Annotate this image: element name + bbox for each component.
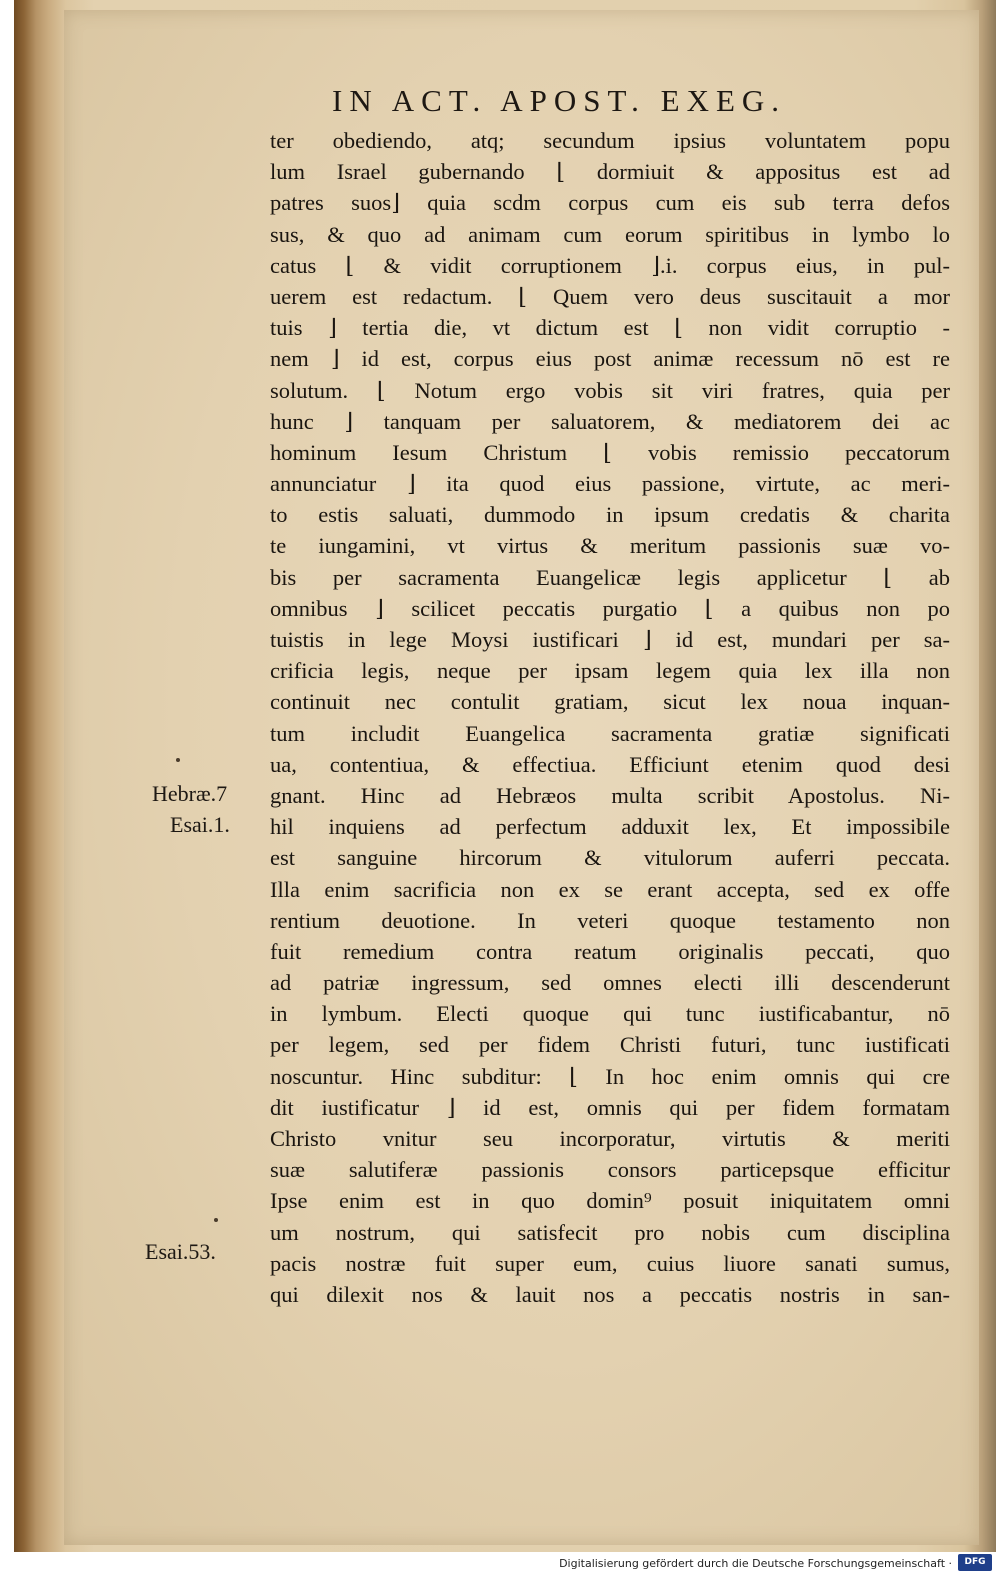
text-line: ad patriæ ingressum, sed omnes electi illi descenderunt xyxy=(270,970,950,996)
text-line: to estis saluati, dummodo in ipsum credatis & charita xyxy=(270,502,950,528)
text-line: noscuntur. Hinc subditur: ⌊ In hoc enim omnis qui cre xyxy=(270,1063,950,1089)
text-line: dit iustificatur ⌋ id est, omnis qui per fidem formatam xyxy=(270,1094,950,1120)
text-line: uerem est redactum. ⌊ Quem vero deus suscitauit a mor xyxy=(270,283,950,309)
text-line: ua, contentiua, & effectiua. Efficiunt etenim quod desi xyxy=(270,751,950,777)
text-line: pacis nostræ fuit super eum, cuius liuore sanati sumus, xyxy=(270,1250,950,1276)
margin-note-isaiah-53: Esai.53. xyxy=(145,1239,216,1264)
text-line: rentium deuotione. In veteri quoque testamento non xyxy=(270,907,950,933)
margin-dot-mark xyxy=(214,1218,218,1222)
text-line: gnant. Hinc ad Hebræos multa scribit Apostolus. Ni- xyxy=(270,782,950,808)
text-line: fuit remedium contra reatum originalis peccati, quo xyxy=(270,938,950,964)
body-text xyxy=(270,125,950,1310)
margin-note-isaiah-1: Esai.1. xyxy=(170,812,230,837)
text-line: continuit nec contulit gratiam, sicut lex noua inquan- xyxy=(270,689,950,715)
text-line: Illa enim sacrificia non ex se erant accepta, sed ex offe xyxy=(270,876,950,902)
text-line: te iungamini, vt virtus & meritum passionis suæ vo- xyxy=(270,533,950,559)
text-line: omnibus ⌋ scilicet peccatis purgatio ⌊ a quibus non po xyxy=(270,595,950,621)
text-line: qui dilexit nos & lauit nos a peccatis nostris in san- xyxy=(270,1281,950,1307)
text-line: ter obediendo, atq; secundum ipsius voluntatem popu xyxy=(270,128,950,153)
text-line: per legem, sed per fidem Christi futuri, tunc iustificati xyxy=(270,1032,950,1058)
text-line: crificia legis, neque per ipsam legem quia lex illa non xyxy=(270,658,950,684)
text-line: sus, & quo ad animam cum eorum spiritibus in lymbo lo xyxy=(270,221,950,247)
margin-dot-mark xyxy=(176,758,180,762)
funding-credit: Digitalisierung gefördert durch die Deutsche Forschungsgemeinschaft · xyxy=(559,1557,952,1570)
text-line: Ipse enim est in quo domin⁹ posuit iniquitatem omni xyxy=(270,1188,950,1214)
text-line: hil inquiens ad perfectum adduxit lex, Et impossibile xyxy=(270,814,950,840)
text-line: hunc ⌋ tanquam per saluatorem, & mediatorem dei ac xyxy=(270,408,950,434)
running-header: IN ACT. APOST. EXEG. xyxy=(332,83,787,118)
text-line: um nostrum, qui satisfecit pro nobis cum disciplina xyxy=(270,1219,950,1245)
text-line: catus ⌊ & vidit corruptionem ⌋.i. corpus eius, in pul- xyxy=(270,252,950,278)
text-line: tum includit Euangelica sacramenta gratiæ significati xyxy=(270,720,950,746)
text-line: Christo vnitur seu incorporatur, virtutis & meriti xyxy=(270,1126,950,1151)
text-line: suæ salutiferæ passionis consors particepsque efficitur xyxy=(270,1157,950,1183)
text-line: tuistis in lege Moysi iustificari ⌋ id est, mundari per sa- xyxy=(270,627,950,652)
text-line: hominum Iesum Christum ⌊ vobis remissio peccatorum xyxy=(270,439,950,465)
text-line: est sanguine hircorum & vitulorum auferri peccata. xyxy=(270,845,950,871)
dfg-logo: DFG xyxy=(958,1554,992,1571)
text-line: nem ⌋ id est, corpus eius post animæ recessum nō est re xyxy=(270,346,950,372)
text-line: bis per sacramenta Euangelicæ legis applicetur ⌊ ab xyxy=(270,564,950,590)
text-line: patres suos⌋ quia scdm corpus cum eis sub terra defos xyxy=(270,190,950,216)
text-line: tuis ⌋ tertia die, vt dictum est ⌊ non vidit corruptio - xyxy=(270,315,950,341)
text-line: annunciatur ⌋ ita quod eius passione, virtute, ac meri- xyxy=(270,471,950,497)
margin-note-hebrews: Hebræ.7 xyxy=(152,781,228,806)
text-line: lum Israel gubernando ⌊ dormiuit & appositus est ad xyxy=(270,159,950,185)
text-line: solutum. ⌊ Notum ergo vobis sit viri fratres, quia per xyxy=(270,377,950,403)
text-line: in lymbum. Electi quoque qui tunc iustificabantur, nō xyxy=(270,1001,950,1027)
